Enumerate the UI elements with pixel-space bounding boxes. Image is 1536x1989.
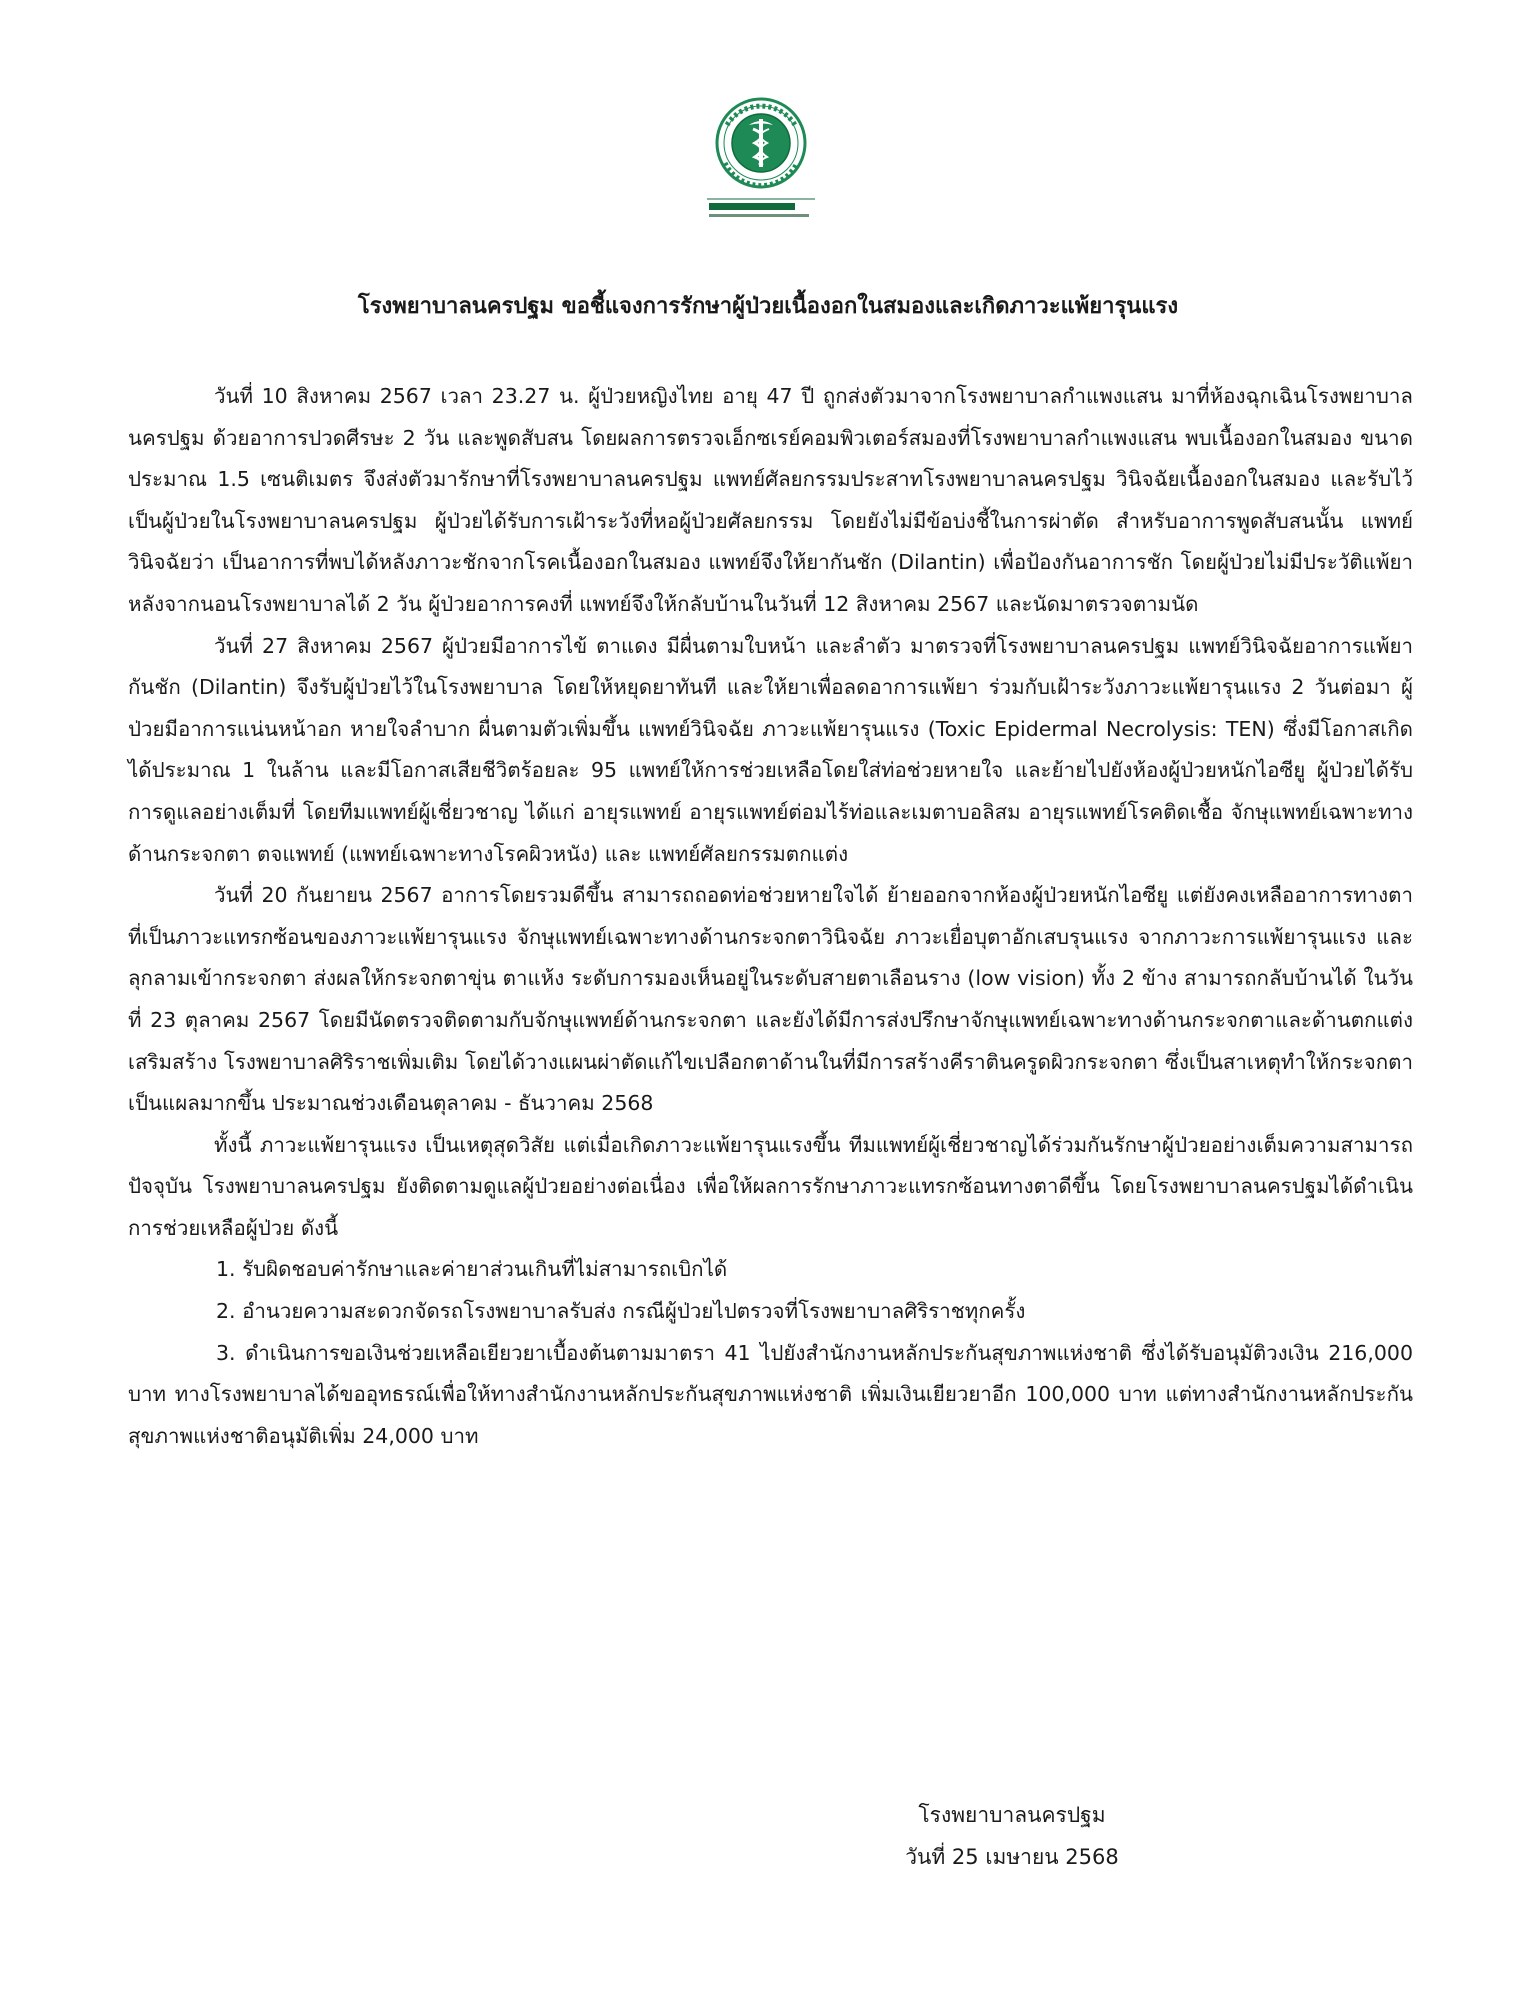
paragraph-1: วันที่ 10 สิงหาคม 2567 เวลา 23.27 น. ผู้ป่วยหญิงไทย อายุ 47 ปี ถูกส่งตัวมาจากโรงพยาบาลกำแพงแสน มาที่ห้องฉุกเฉินโรงพยาบาลนครปฐม ด้วยอาการปวดศีรษะ 2 วัน และพูดสับสน โดยผลการตรวจเอ็กซเรย์คอมพิวเตอร์สมองที่โรงพยาบาลกำแพงแสน พบเนื้องอกในสมอง ขนาดประมาณ 1.5 เซนติเมตร จึงส่งตัวมารักษาที่โรงพยาบาลนครปฐม แพทย์ศัลยกรรมประสาทโรงพยาบาลนครปฐม วินิจฉัยเนื้องอกในสมอง และรับไว้เป็นผู้ป่วยในโรงพยาบาลนครปฐม ผู้ป่วยได้รับการเฝ้าระวังที่หอผู้ป่วยศัลยกรรม โดยยังไม่มีข้อบ่งชี้ในการผ่าตัด สำหรับอาการพูดสับสนนั้น แพทย์วินิจฉัยว่า เป็นอาการที่พบได้หลังภาวะชักจากโรคเนื้องอกในสมอง แพทย์จึงให้ยากันชัก (Dilantin) เพื่อป้องกันอาการชัก โดยผู้ป่วยไม่มีประวัติแพ้ยา หลังจากนอนโรงพยาบาลได้ 2 วัน ผู้ป่วยอาการคงที่ แพทย์จึงให้กลับบ้านในวันที่ 12 สิงหาคม 2567 และนัดมาตรวจตามนัด: [128, 384, 1413, 616]
list-item-1: 1. รับผิดชอบค่ารักษาและค่ายาส่วนเกินที่ไม่สามารถเบิกได้: [216, 1257, 728, 1282]
paragraph-4: ทั้งนี้ ภาวะแพ้ยารุนแรง เป็นเหตุสุดวิสัย แต่เมื่อเกิดภาวะแพ้ยารุนแรงขึ้น ทีมแพทย์ผู้เชี่ยวชาญได้ร่วมกันรักษาผู้ป่วยอย่างเต็มความสามารถ ปัจจุบัน โรงพยาบาลนครปฐม ยังติดตามดูแลผู้ป่วยอย่างต่อเนื่อง เพื่อให้ผลการรักษาภาวะแทรกซ้อนทางตาดีขึ้น โดยโรงพยาบาลนครปฐมได้ดำเนินการช่วยเหลือผู้ป่วย ดังนี้: [128, 1132, 1413, 1240]
paragraph-3: วันที่ 20 กันยายน 2567 อาการโดยรวมดีขึ้น สามารถถอดท่อช่วยหายใจได้ ย้ายออกจากห้องผู้ป่วยหนักไอซียู แต่ยังคงเหลืออาการทางตา ที่เป็นภาวะแทรกซ้อนของภาวะแพ้ยารุนแรง จักษุแพทย์เฉพาะทางด้านกระจกตาวินิจฉัย ภาวะเยื่อบุตาอักเสบรุนแรง จากภาวะการแพ้ยารุนแรง และลุกลามเข้ากระจกตา ส่งผลให้กระจกตาขุ่น ตาแห้ง ระดับการมองเห็นอยู่ในระดับสายตาเลือนราง (low vision) ทั้ง 2 ข้าง สามารถกลับบ้านได้ ในวันที่ 23 ตุลาคม 2567 โดยมีนัดตรวจติดตามกับจักษุแพทย์ด้านกระจกตา และยังได้มีการส่งปรึกษาจักษุแพทย์เฉพาะทางด้านกระจกตาและด้านตกแต่งเสริมสร้าง โรงพยาบาลศิริราชเพิ่มเติม โดยได้วางแผนผ่าตัดแก้ไขเปลือกตาด้านในที่มีการสร้างคีราตินครูดผิวกระจกตา ซึ่งเป็นสาเหตุทำให้กระจกตาเป็นแผลมากขึ้น ประมาณช่วงเดือนตุลาคม - ธันวาคม 2568: [128, 883, 1413, 1116]
paragraph-2: วันที่ 27 สิงหาคม 2567 ผู้ป่วยมีอาการไข้ ตาแดง มีผื่นตามใบหน้า และลำตัว มาตรวจที่โรงพยาบาลนครปฐม แพทย์วินิจฉัยอาการแพ้ยากันชัก (Dilantin) จึงรับผู้ป่วยไว้ในโรงพยาบาล โดยให้หยุดยาทันที และให้ยาเพื่อลดอาการแพ้ยา ร่วมกับเฝ้าระวังภาวะแพ้ยารุนแรง 2 วันต่อมา ผู้ป่วยมีอาการแน่นหน้าอก หายใจลำบาก ผื่นตามตัวเพิ่มขึ้น แพทย์วินิจฉัย ภาวะแพ้ยารุนแรง (Toxic Epidermal Necrolysis: TEN) ซึ่งมีโอกาสเกิดได้ประมาณ 1 ในล้าน และมีโอกาสเสียชีวิตร้อยละ 95 แพทย์ให้การช่วยเหลือโดยใส่ท่อช่วยหายใจ และย้ายไปยังห้องผู้ป่วยหนักไอซียู ผู้ป่วยได้รับการดูแลอย่างเต็มที่ โดยทีมแพทย์ผู้เชี่ยวชาญ ได้แก่ อายุรแพทย์ อายุรแพทย์ต่อมไร้ท่อและเมตาบอลิสม อายุรแพทย์โรคติดเชื้อ จักษุแพทย์เฉพาะทางด้านกระจกตา ตจแพทย์ (แพทย์เฉพาะทางโรคผิวหนัง) และ แพทย์ศัลยกรรมตกแต่ง: [128, 633, 1413, 866]
document-body: [128, 376, 1413, 1457]
list-item-2: 2. อำนวยความสะดวกจัดรถโรงพยาบาลรับส่ง กรณีผู้ป่วยไปตรวจที่โรงพยาบาลศิริราชทุกครั้ง: [216, 1299, 1026, 1324]
ministry-of-public-health-logo: [697, 95, 825, 225]
list-item-3: 3. ดำเนินการขอเงินช่วยเหลือเยียวยาเบื้องต้นตามมาตรา 41 ไปยังสำนักงานหลักประกันสุขภาพแห่งชาติ ซึ่งได้รับอนุมัติวงเงิน 216,000 บาท ทางโรงพยาบาลได้ขออุทธรณ์เพื่อให้ทางสำนักงานหลักประกันสุขภาพแห่งชาติ เพิ่มเงินเยียวยาอีก 100,000 บาท แต่ทางสำนักงานหลักประกันสุขภาพแห่งชาติอนุมัติเพิ่ม 24,000 บาท: [128, 1340, 1413, 1448]
signature-organization: โรงพยาบาลนครปฐม: [918, 1803, 1106, 1827]
document-title: โรงพยาบาลนครปฐม ขอชี้แจงการรักษาผู้ป่วยเนื้องอกในสมองและเกิดภาวะแพ้ยารุนแรง: [357, 294, 1179, 319]
signature-block: [862, 1794, 1162, 1878]
ministry-seal-icon: [697, 95, 825, 225]
signature-date: วันที่ 25 เมษายน 2568: [905, 1845, 1119, 1869]
